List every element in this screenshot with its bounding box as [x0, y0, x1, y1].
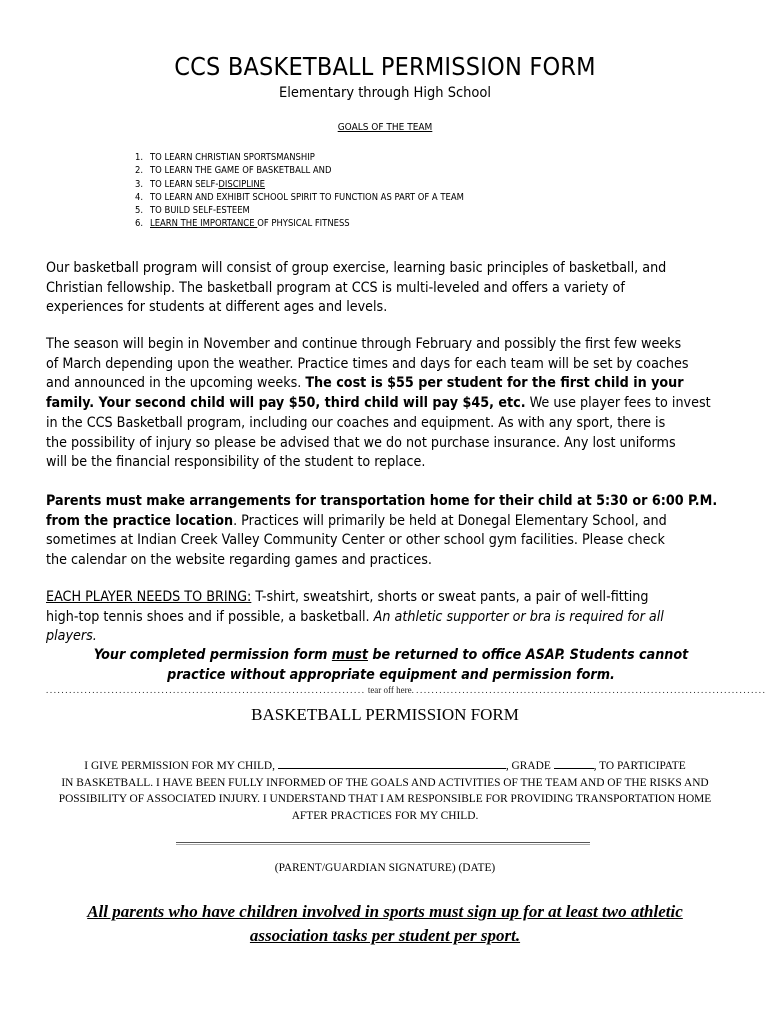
paragraph-line: will be the financial responsibility of the student to replace. — [46, 454, 426, 471]
goal-text: OF PHYSICAL FITNESS — [257, 218, 350, 230]
text-run: , GRADE — [505, 760, 554, 772]
equipment-label: EACH PLAYER NEEDS TO BRING: — [46, 589, 252, 605]
tear-off-label: tear off here. — [367, 685, 414, 695]
goal-text-underlined: DISCIPLINE — [218, 178, 266, 190]
goal-text: TO LEARN AND EXHIBIT SCHOOL SPIRIT TO FUNCTION AS PART OF A TEAM — [150, 191, 464, 203]
paragraph-line: experiences for students at different ages and levels. — [46, 299, 388, 316]
goal-text: TO BUILD SELF-ESTEEM — [150, 205, 250, 217]
permission-statement — [40, 758, 730, 824]
paragraph-line — [46, 588, 736, 608]
text-run: I GIVE PERMISSION FOR MY CHILD, — [84, 760, 278, 772]
sports-tasks-notice — [30, 900, 740, 948]
goal-item — [135, 204, 464, 217]
cost-text: The cost is $55 per student for the first child in your — [305, 375, 684, 392]
goal-text-underlined: LEARN THE IMPORTANCE — [150, 218, 258, 230]
goal-number: 3. — [135, 178, 144, 190]
goal-item — [135, 151, 464, 164]
signature-line[interactable] — [176, 842, 590, 845]
equipment-paragraph — [46, 588, 736, 647]
notice-line: All parents who have children involved in sports must sign up for at least two athletic — [87, 902, 683, 921]
paragraph-line: of March depending upon the weather. Practice times and days for each team will be set by coaches — [46, 355, 689, 372]
notice-line: association tasks per student per sport. — [249, 926, 521, 945]
goals-list — [135, 151, 464, 231]
goal-number: 6. — [135, 218, 144, 230]
text-run: high-top tennis shoes and if possible, a basketball. — [46, 608, 374, 625]
grade-field[interactable] — [554, 758, 594, 769]
paragraph-line: the possibility of injury so please be advised that we do not purchase insurance. Any lost uniforms — [46, 434, 676, 451]
signature-label: (PARENT/GUARDIAN SIGNATURE) (DATE) — [274, 862, 496, 874]
goal-item — [135, 164, 464, 177]
text-run: We use player fees to invest — [525, 395, 711, 412]
goal-number: 4. — [135, 191, 144, 203]
goals-heading — [0, 122, 770, 133]
supporter-note: An athletic supporter or bra is required for all — [373, 608, 664, 625]
page-subtitle: Elementary through High School — [278, 85, 492, 101]
child-name-field[interactable] — [278, 758, 506, 769]
text-run: be returned to office ASAP. Students cannot — [367, 647, 689, 663]
paragraph-line: Our basketball program will consist of group exercise, learning basic principles of basketball, and — [46, 260, 667, 276]
paragraph-line: sometimes at Indian Creek Valley Community Center or other school gym facilities. Please check — [46, 532, 665, 549]
goal-text: TO LEARN THE GAME OF BASKETBALL AND — [150, 165, 332, 177]
transportation-paragraph — [46, 492, 736, 571]
notice-line: practice without appropriate equipment and permission form. — [167, 666, 615, 683]
statement-line: POSSIBILITY OF ASSOCIATED INJURY. I UNDERSTAND THAT I AM RESPONSIBLE FOR PROVIDING TRANSPORTATION HOME — [58, 793, 712, 806]
text-run: and announced in the upcoming weeks. — [46, 375, 306, 392]
season-paragraph — [46, 335, 736, 473]
text-run: , TO PARTICIPATE — [593, 760, 686, 772]
goal-item — [135, 191, 464, 204]
dotted-rule: ................................................................................... — [46, 685, 366, 695]
statement-line: IN BASKETBALL. I HAVE BEEN FULLY INFORMED OF THE GOALS AND ACTIVITIES OF THE TEAM AND OF THE RISKS AND — [61, 776, 709, 789]
tear-off-line — [46, 685, 767, 695]
goal-item — [135, 217, 464, 230]
paragraph-line — [46, 512, 736, 532]
goal-number: 1. — [135, 152, 144, 163]
text-run: T-shirt, sweatshirt, shorts or sweat pants, a pair of well-fitting — [251, 589, 649, 605]
statement-line — [40, 758, 730, 775]
page-title: CCS BASKETBALL PERMISSION FORM — [174, 52, 596, 81]
goal-item — [135, 178, 464, 191]
paragraph-line: the calendar on the website regarding games and practices. — [46, 552, 432, 569]
must-text: must — [331, 647, 368, 663]
text-run: . Practices will primarily be held at Donegal Elementary School, and — [233, 512, 667, 529]
transportation-notice: from the practice location — [46, 512, 234, 529]
cost-text: family. Your second child will pay $50, third child will pay $45, etc. — [46, 395, 526, 412]
goals-heading-text: GOALS OF THE TEAM — [337, 122, 433, 133]
paragraph-line: The season will begin in November and continue through February and possibly the first few weeks — [46, 336, 682, 352]
goal-text: TO LEARN SELF- — [150, 178, 219, 190]
notice-line — [46, 646, 736, 666]
goal-text: TO LEARN CHRISTIAN SPORTSMANSHIP — [150, 152, 315, 163]
text-run: Your completed permission form — [93, 647, 332, 663]
dotted-rule: ........................................................................................... — [416, 685, 767, 695]
paragraph-line — [46, 394, 736, 414]
transportation-notice: Parents must make arrangements for transportation home for their child at 5:30 or 6:00 P.M. — [46, 493, 718, 509]
statement-line: AFTER PRACTICES FOR MY CHILD. — [291, 809, 479, 822]
goal-number: 5. — [135, 205, 144, 217]
goal-number: 2. — [135, 165, 144, 177]
program-paragraph — [46, 259, 736, 318]
paragraph-line: Christian fellowship. The basketball program at CCS is multi-leveled and offers a variety of — [46, 279, 625, 296]
form-title: BASKETBALL PERMISSION FORM — [251, 705, 519, 724]
return-form-notice — [46, 646, 736, 685]
paragraph-line — [46, 608, 736, 628]
supporter-note: players. — [46, 628, 97, 645]
paragraph-line — [46, 374, 736, 394]
paragraph-line: in the CCS Basketball program, including our coaches and equipment. As with any sport, there is — [46, 414, 666, 431]
